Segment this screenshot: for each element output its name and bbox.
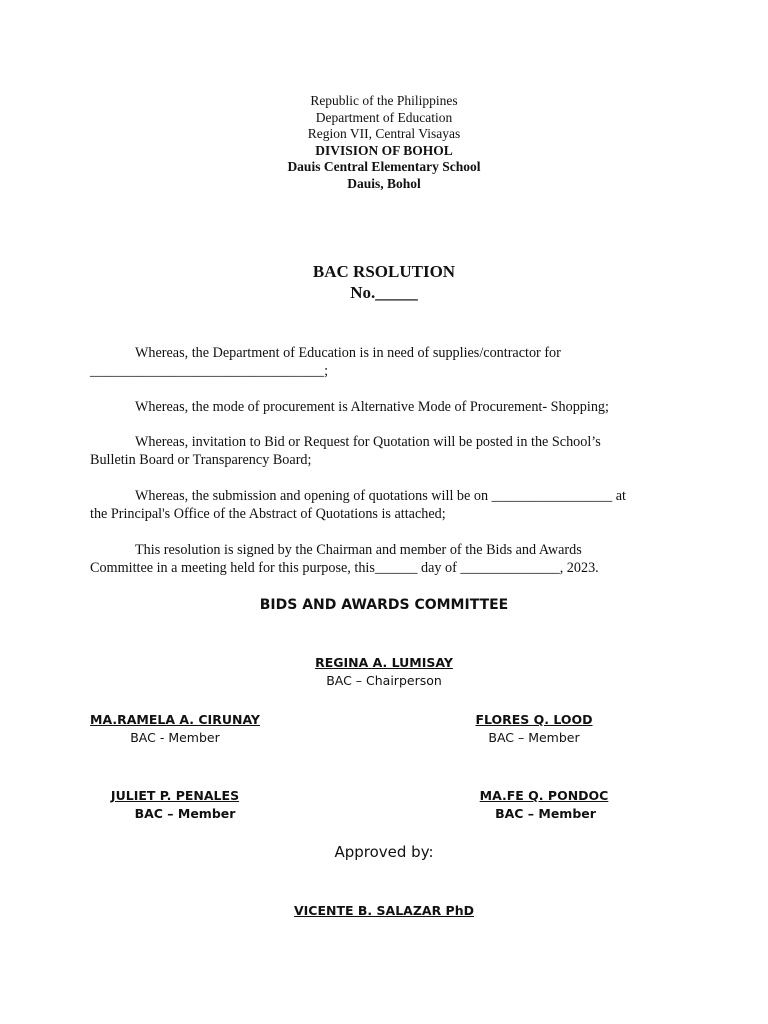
resolution-title: BAC RSOLUTION	[312, 262, 456, 281]
member-signature-lood	[434, 712, 634, 745]
paragraph-invitation-line2: Bulletin Board or Transparency Board;	[90, 452, 312, 468]
member-name-cirunay: MA.RAMELA A. CIRUNAY	[90, 712, 260, 727]
resolution-number: No._____	[350, 283, 418, 302]
member-signature-pondoc	[444, 788, 644, 821]
paragraph-signing	[90, 541, 670, 577]
document-title	[0, 261, 768, 303]
letterhead-school: Dauis Central Elementary School	[287, 159, 481, 174]
paragraph-submission-line1: Whereas, the submission and opening of quotations will be on _________________ at	[135, 488, 626, 504]
paragraph-submission	[90, 487, 670, 523]
paragraph-invitation	[90, 433, 670, 469]
approver-signature	[234, 903, 534, 918]
paragraph-need-line1: Whereas, the Department of Education is in need of supplies/contractor for	[135, 345, 561, 361]
member-signature-cirunay	[75, 712, 275, 745]
member-role-lood: BAC – Member	[488, 730, 580, 745]
letterhead-location: Dauis, Bohol	[347, 175, 421, 191]
member-signature-penales	[75, 788, 275, 821]
paragraph-need-line2: _________________________________;	[90, 363, 329, 379]
letterhead	[0, 93, 768, 192]
member-role-penales: BAC – Member	[134, 806, 236, 821]
chairperson-role: BAC – Chairperson	[326, 673, 442, 688]
member-role-cirunay: BAC - Member	[130, 730, 220, 745]
letterhead-department: Department of Education	[315, 109, 453, 125]
paragraph-signing-line2: Committee in a meeting held for this purpose, this______ day of ______________, 2023.	[90, 560, 599, 576]
approver-name: VICENTE B. SALAZAR PhD	[293, 903, 474, 918]
member-name-penales: JULIET P. PENALES	[110, 788, 240, 803]
committee-heading: BIDS AND AWARDS COMMITTEE	[259, 597, 509, 613]
chairperson-name: REGINA A. LUMISAY	[315, 655, 453, 670]
paragraph-signing-line1: This resolution is signed by the Chairman and member of the Bids and Awards	[135, 542, 582, 558]
member-name-pondoc: MA.FE Q. PONDOC	[479, 788, 609, 803]
approved-by-label: Approved by:	[334, 843, 434, 861]
letterhead-republic: Republic of the Philippines	[310, 93, 458, 108]
member-role-pondoc: BAC – Member	[495, 806, 596, 821]
paragraph-need	[90, 344, 670, 380]
chairperson-signature	[234, 655, 534, 688]
paragraph-invitation-line1: Whereas, invitation to Bid or Request for Quotation will be posted in the School’s	[135, 434, 601, 450]
letterhead-region: Region VII, Central Visayas	[307, 126, 461, 141]
paragraph-mode-line1: Whereas, the mode of procurement is Alternative Mode of Procurement- Shopping;	[135, 399, 609, 415]
letterhead-division: DIVISION OF BOHOL	[315, 142, 453, 158]
paragraph-mode	[90, 398, 670, 416]
member-name-lood: FLORES Q. LOOD	[475, 712, 593, 727]
paragraph-submission-line2: the Principal's Office of the Abstract of Quotations is attached;	[90, 506, 446, 522]
